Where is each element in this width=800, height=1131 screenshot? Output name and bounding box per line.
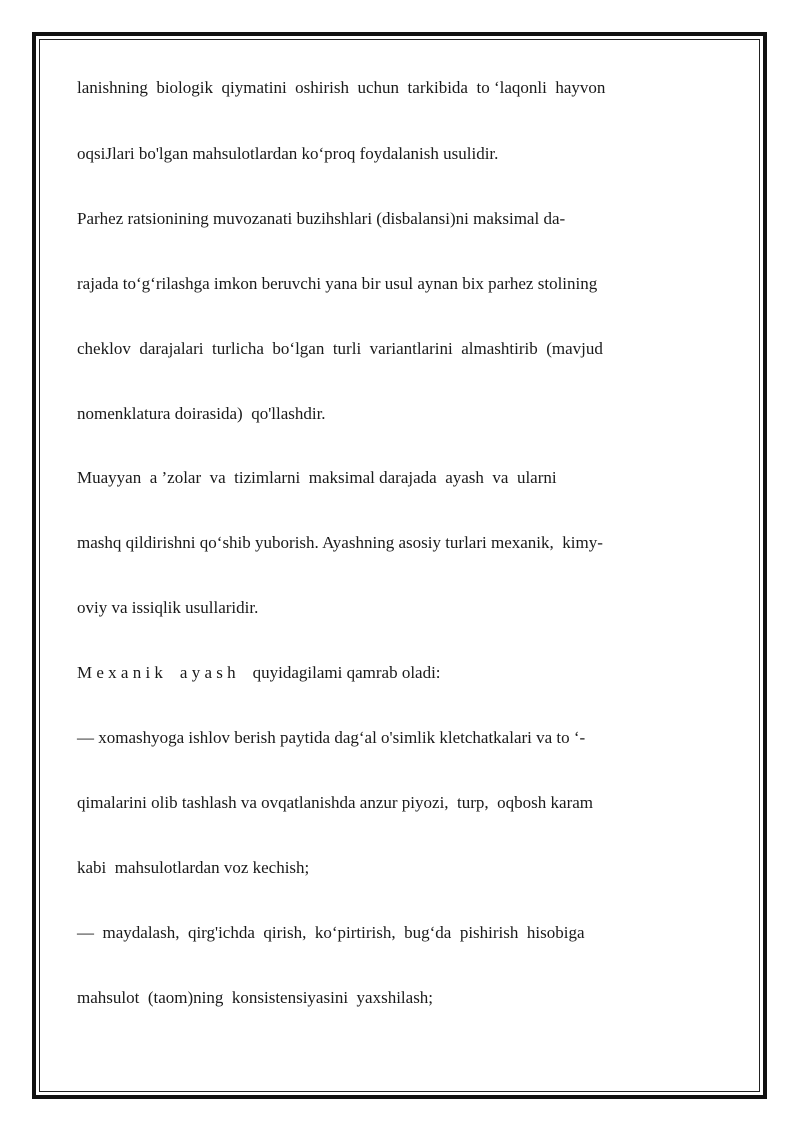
list-item-line: mahsulot (taom)ning konsistensiyasini yaxshilash; (77, 988, 434, 1007)
text-line: Muayyan a ’zolar va tizimlarni maksimal darajada ayash va ularni (77, 468, 557, 487)
text-line: rajada to‘g‘rilashga imkon beruvchi yana bir usul aynan bix parhez stolining (77, 274, 598, 293)
text-line: Parhez ratsionining muvozanati buzihshlari (disbalansi)ni maksimal da- (77, 209, 566, 228)
list-item-line: — xomashyoga ishlov berish paytida dag‘al o'simlik kletchatkalari va to ‘- (77, 728, 586, 747)
text-line: mashq qildirishni qo‘shib yuborish. Ayashning asosiy turlari mexanik, kimy- (77, 533, 603, 552)
list-item-line: kabi mahsulotlardan voz kechish; (77, 858, 310, 877)
text-line: cheklov darajalari turlicha bo‘lgan turli variantlarini almashtirib (mavjud (77, 339, 603, 358)
text-line: nomenklatura doirasida) qo'llashdir. (77, 404, 326, 423)
text-line: M e x a n i k a y a s h quyidagilami qamrab oladi: (77, 663, 441, 682)
list-item-line: — maydalash, qirg'ichda qirish, ko‘pirtirish, bug‘da pishirish hisobiga (77, 923, 585, 942)
text-line: lanishning biologik qiymatini oshirish uchun tarkibida to ‘laqonli hayvon (77, 78, 606, 97)
text-line: oviy va issiqlik usullaridir. (77, 598, 259, 617)
list-item-line: qimalarini olib tashlash va ovqatlanishda anzur piyozi, turp, oqbosh karam (77, 793, 594, 812)
text-line: oqsiJlari bo'lgan mahsulotlardan ko‘proq foydalanish usulidir. (77, 144, 499, 163)
